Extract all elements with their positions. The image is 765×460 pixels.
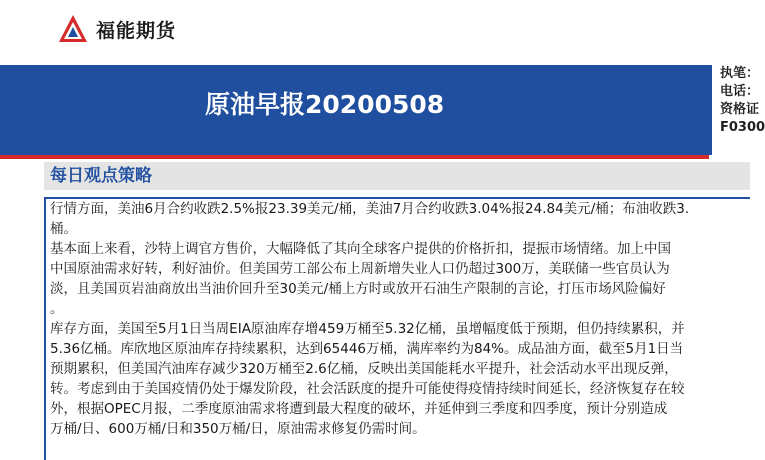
content-line: 基本面上来看，沙特上调官方售价，大幅降低了其向全球客户提供的价格折扣，提振市场情绪。加上中国 <box>50 241 671 257</box>
report-title: 原油早报20200508 <box>205 90 445 119</box>
title-banner <box>0 65 709 155</box>
content-line: 行情方面，美油6月合约收跌2.5%报23.39美元/桶，美油7月合约收跌3.04%报24.84美元/桶；布油收跌3. <box>50 201 690 217</box>
title-divider <box>0 155 709 159</box>
content-line: 。 <box>50 301 64 317</box>
section-title: 每日观点策略 <box>50 166 152 186</box>
content-line: 淡，且美国页岩油商放出当油价回升至30美元/桶上方时或放开石油生产限制的言论，打压市场风险偏好 <box>50 281 666 297</box>
content-line: 中国原油需求好转，利好油价。但美国劳工部公布上周新增失业人口仍超过300万，美联储一些官员认为 <box>50 261 670 277</box>
content-line: 桶。 <box>50 221 77 237</box>
content-line: 库存方面，美国至5月1日当周EIA原油库存增459万桶至5.32亿桶，虽增幅度低于预期，但仍持续累积，并 <box>50 321 685 337</box>
content-line: 外，根据OPEC月报，二季度原油需求将遭到最大程度的破坏，并延伸到三季度和四季度，预计分别造成 <box>50 401 668 417</box>
content-line: 万桶/日、600万桶/日和350万桶/日，原油需求修复仍需时间。 <box>50 421 426 437</box>
company-logo <box>58 12 176 46</box>
license-label: 资格证 <box>720 102 760 117</box>
content-line: 转。考虑到由于美国疫情仍处于爆发阶段，社会活跃度的提升可能使得疫情持续时间延长，经济恢复存在较 <box>50 381 685 397</box>
license-number: F0300 <box>720 120 765 135</box>
content-line: 5.36亿桶。库欣地区原油库存持续累积，达到65446万桶，满库率约为84%。成品油方面，截至5月1日当 <box>50 341 684 357</box>
strategy-content <box>44 197 750 460</box>
logo-triangle-icon <box>58 14 88 44</box>
phone-label: 电话： <box>720 84 760 99</box>
brand-name: 福能期货 <box>96 19 177 42</box>
author-label: 执笔： <box>720 66 760 81</box>
author-info-box <box>709 65 765 155</box>
content-line: 预期累积，但美国汽油库存减少320万桶至2.6亿桶，反映出美国能耗水平提升，社会活动水平出现反弹， <box>50 361 678 377</box>
section-header <box>44 162 750 190</box>
